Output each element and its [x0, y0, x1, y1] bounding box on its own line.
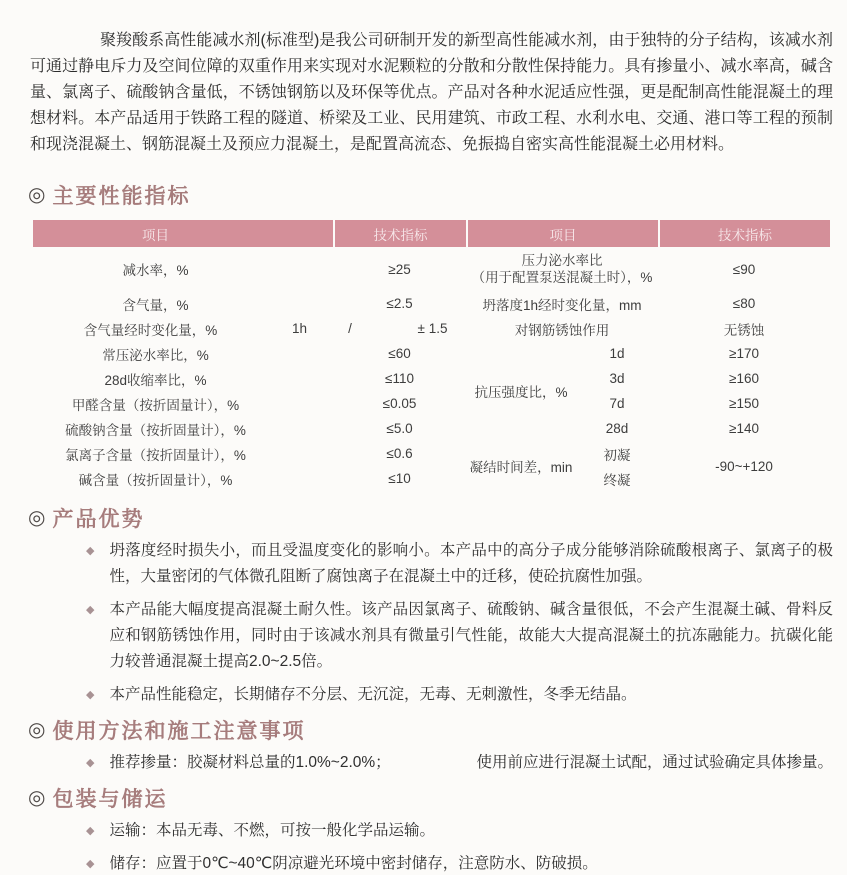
list-item-text: 储存：应置于0℃~40℃阴凉避光环境中密封储存，注意防水、防破损。 — [109, 855, 598, 872]
row-value: ≤80 — [732, 296, 756, 311]
section-title-performance: 主要性能指标 — [52, 185, 191, 208]
row-value: ≤0.6 — [386, 446, 413, 461]
section-marker-icon: ◎ — [28, 507, 46, 529]
product-datasheet-page — [0, 28, 847, 875]
row-time-label: 1h — [291, 321, 308, 336]
setting-initial-label: 初凝 — [603, 447, 631, 463]
row-item: 氯离子含量（按折固量计），% — [65, 447, 246, 463]
section-title-usage: 使用方法和施工注意事项 — [52, 720, 306, 743]
age-value: ≥160 — [729, 371, 759, 386]
diamond-bullet-icon: ◆ — [86, 604, 95, 616]
table-header-row — [33, 220, 830, 247]
section-heading-packaging — [28, 783, 847, 813]
table-row-pressure-bleeding — [466, 247, 830, 291]
section-marker-icon: ◎ — [28, 184, 46, 206]
list-item — [86, 597, 833, 675]
age-label: 7d — [609, 396, 625, 411]
row-item: 28d收缩率比，% — [104, 372, 207, 388]
diamond-bullet-icon: ◆ — [86, 757, 95, 769]
table-row-corrosion — [466, 316, 830, 341]
section-heading-performance — [28, 180, 847, 210]
row-item: 碱含量（按折固量计），% — [78, 472, 233, 488]
row-value: ≤90 — [732, 261, 756, 277]
table-group-compressive-strength — [466, 341, 830, 441]
table-row — [33, 416, 466, 441]
table-row — [33, 391, 466, 416]
age-label: 1d — [609, 346, 625, 361]
group-age-column — [576, 341, 658, 441]
row-item-line1: 压力泌水率比 — [521, 253, 603, 268]
header-cell-item-left: 项目 — [33, 220, 333, 247]
table-left-half — [33, 247, 466, 491]
group-label: 凝结时间差，min — [469, 460, 573, 475]
table-row — [33, 247, 466, 291]
list-item — [86, 538, 833, 590]
group-value-column — [658, 341, 830, 441]
row-value: 无锈蚀 — [723, 322, 765, 338]
section-title-advantages: 产品优势 — [52, 508, 145, 531]
row-value: ≤2.5 — [386, 296, 413, 311]
age-value: ≥170 — [729, 346, 759, 361]
usage-line — [109, 750, 833, 776]
header-cell-value-left: 技术指标 — [335, 220, 466, 247]
row-value: ≥25 — [388, 261, 411, 277]
row-value: ≤110 — [385, 371, 414, 386]
diamond-bullet-icon: ◆ — [86, 825, 95, 837]
intro-paragraph: 聚羧酸系高性能减水剂(标准型)是我公司研制开发的新型高性能减水剂，由于独特的分子结构，该减水剂可通过静电斥力及空间位障的双重作用来实现对水泥颗粒的分散和分散性保持能力。具有掺量小、减水率高，碱含量、氯离子、硫酸钠含量低，不锈蚀钢筋以及环保等优点。产品对各种水泥适应性强，更是配制高性能混凝土的理想材料。本产品适用于铁路工程的隧道、桥梁及工业、民用建筑、市政工程、水利水电、交通、港口等工程的预制和现浇混凝土、钢筋混凝土及预应力混凝土，是配置高流态、免振捣自密实高性能混凝土必用材料。 — [30, 32, 833, 153]
list-item-text: 运输：本品无毒、不燃，可按一般化学品运输。 — [109, 822, 435, 839]
header-cell-item-right: 项目 — [468, 220, 658, 247]
list-item — [86, 818, 833, 844]
age-label: 3d — [609, 371, 625, 386]
list-item-text: 本产品性能稳定，长期储存不分层、无沉淀，无毒、无刺激性，冬季无结晶。 — [109, 686, 637, 703]
list-item-text: 本产品能大幅度提高混凝土耐久性。该产品因氯离子、硫酸钠、碱含量很低，不会产生混凝土碱、骨料反应和钢筋锈蚀作用，同时由于该减水剂具有微量引气性能，故能大大提高混凝土的抗冻融能力。抗碳化能力较普通混凝土提高2.0~2.5倍。 — [109, 601, 833, 670]
row-item — [466, 252, 658, 286]
performance-table — [33, 220, 830, 491]
table-row-slump — [466, 291, 830, 316]
diamond-bullet-icon: ◆ — [86, 858, 95, 870]
diamond-bullet-icon: ◆ — [86, 545, 95, 557]
row-item: 含气量经时变化量，% — [83, 322, 218, 338]
section-marker-icon: ◎ — [28, 787, 46, 809]
row-value: ≤5.0 — [386, 421, 413, 436]
group-label: 抗压强度比，% — [474, 385, 568, 400]
row-item: 含气量，% — [122, 297, 189, 313]
table-row — [33, 441, 466, 466]
list-item-text: 坍落度经时损失小，而且受温度变化的影响小。本产品中的高分子成分能够消除硫酸根离子、氯离子的极性，大量密闭的气体微孔阻断了腐蚀离子在混凝土中的迁移，使砼抗腐性加强。 — [109, 542, 833, 585]
table-row-air-content-change — [33, 316, 466, 341]
section-heading-advantages — [28, 503, 847, 533]
row-value: ≤60 — [388, 346, 411, 361]
row-item: 甲醛含量（按折固量计），% — [71, 397, 240, 413]
table-right-half — [466, 247, 830, 491]
row-slash: / — [348, 321, 352, 336]
diamond-bullet-icon: ◆ — [86, 689, 95, 701]
row-item: 减水率，% — [122, 263, 189, 278]
row-value: ≤10 — [388, 471, 411, 486]
age-label: 28d — [605, 421, 629, 436]
row-item: 对钢筋锈蚀作用 — [514, 322, 610, 338]
row-value: ± 1.5 — [417, 321, 448, 336]
usage-dosage-text: 推荐掺量：胶凝材料总量的1.0%~2.0%； — [109, 754, 391, 771]
table-body — [33, 247, 830, 491]
setting-final-label: 终凝 — [603, 472, 631, 488]
table-row — [33, 341, 466, 366]
row-value: ≤0.05 — [382, 396, 417, 411]
packaging-list — [0, 818, 847, 875]
usage-list — [0, 750, 847, 776]
table-group-setting-time — [466, 441, 830, 491]
table-row — [33, 291, 466, 316]
list-item — [86, 682, 833, 708]
list-item — [86, 750, 833, 776]
row-item: 坍落度1h经时变化量，mm — [482, 297, 642, 313]
usage-note-text: 使用前应进行混凝土试配，通过试验确定具体掺量。 — [476, 754, 833, 771]
setting-time-value: -90~+120 — [715, 458, 773, 474]
age-value: ≥140 — [729, 421, 759, 436]
group-sub-column — [576, 441, 658, 491]
table-row — [33, 466, 466, 491]
section-title-packaging: 包装与储运 — [52, 788, 168, 811]
section-heading-usage — [28, 715, 847, 745]
header-cell-value-right: 技术指标 — [660, 220, 830, 247]
table-row — [33, 366, 466, 391]
advantages-list — [0, 538, 847, 708]
section-marker-icon: ◎ — [28, 719, 46, 741]
row-item-line2: （用于配置泵送混凝土时），% — [471, 270, 653, 285]
row-item: 硫酸钠含量（按折固量计），% — [65, 422, 246, 438]
row-item: 常压泌水率比，% — [102, 347, 209, 363]
age-value: ≥150 — [729, 396, 759, 411]
list-item — [86, 851, 833, 875]
